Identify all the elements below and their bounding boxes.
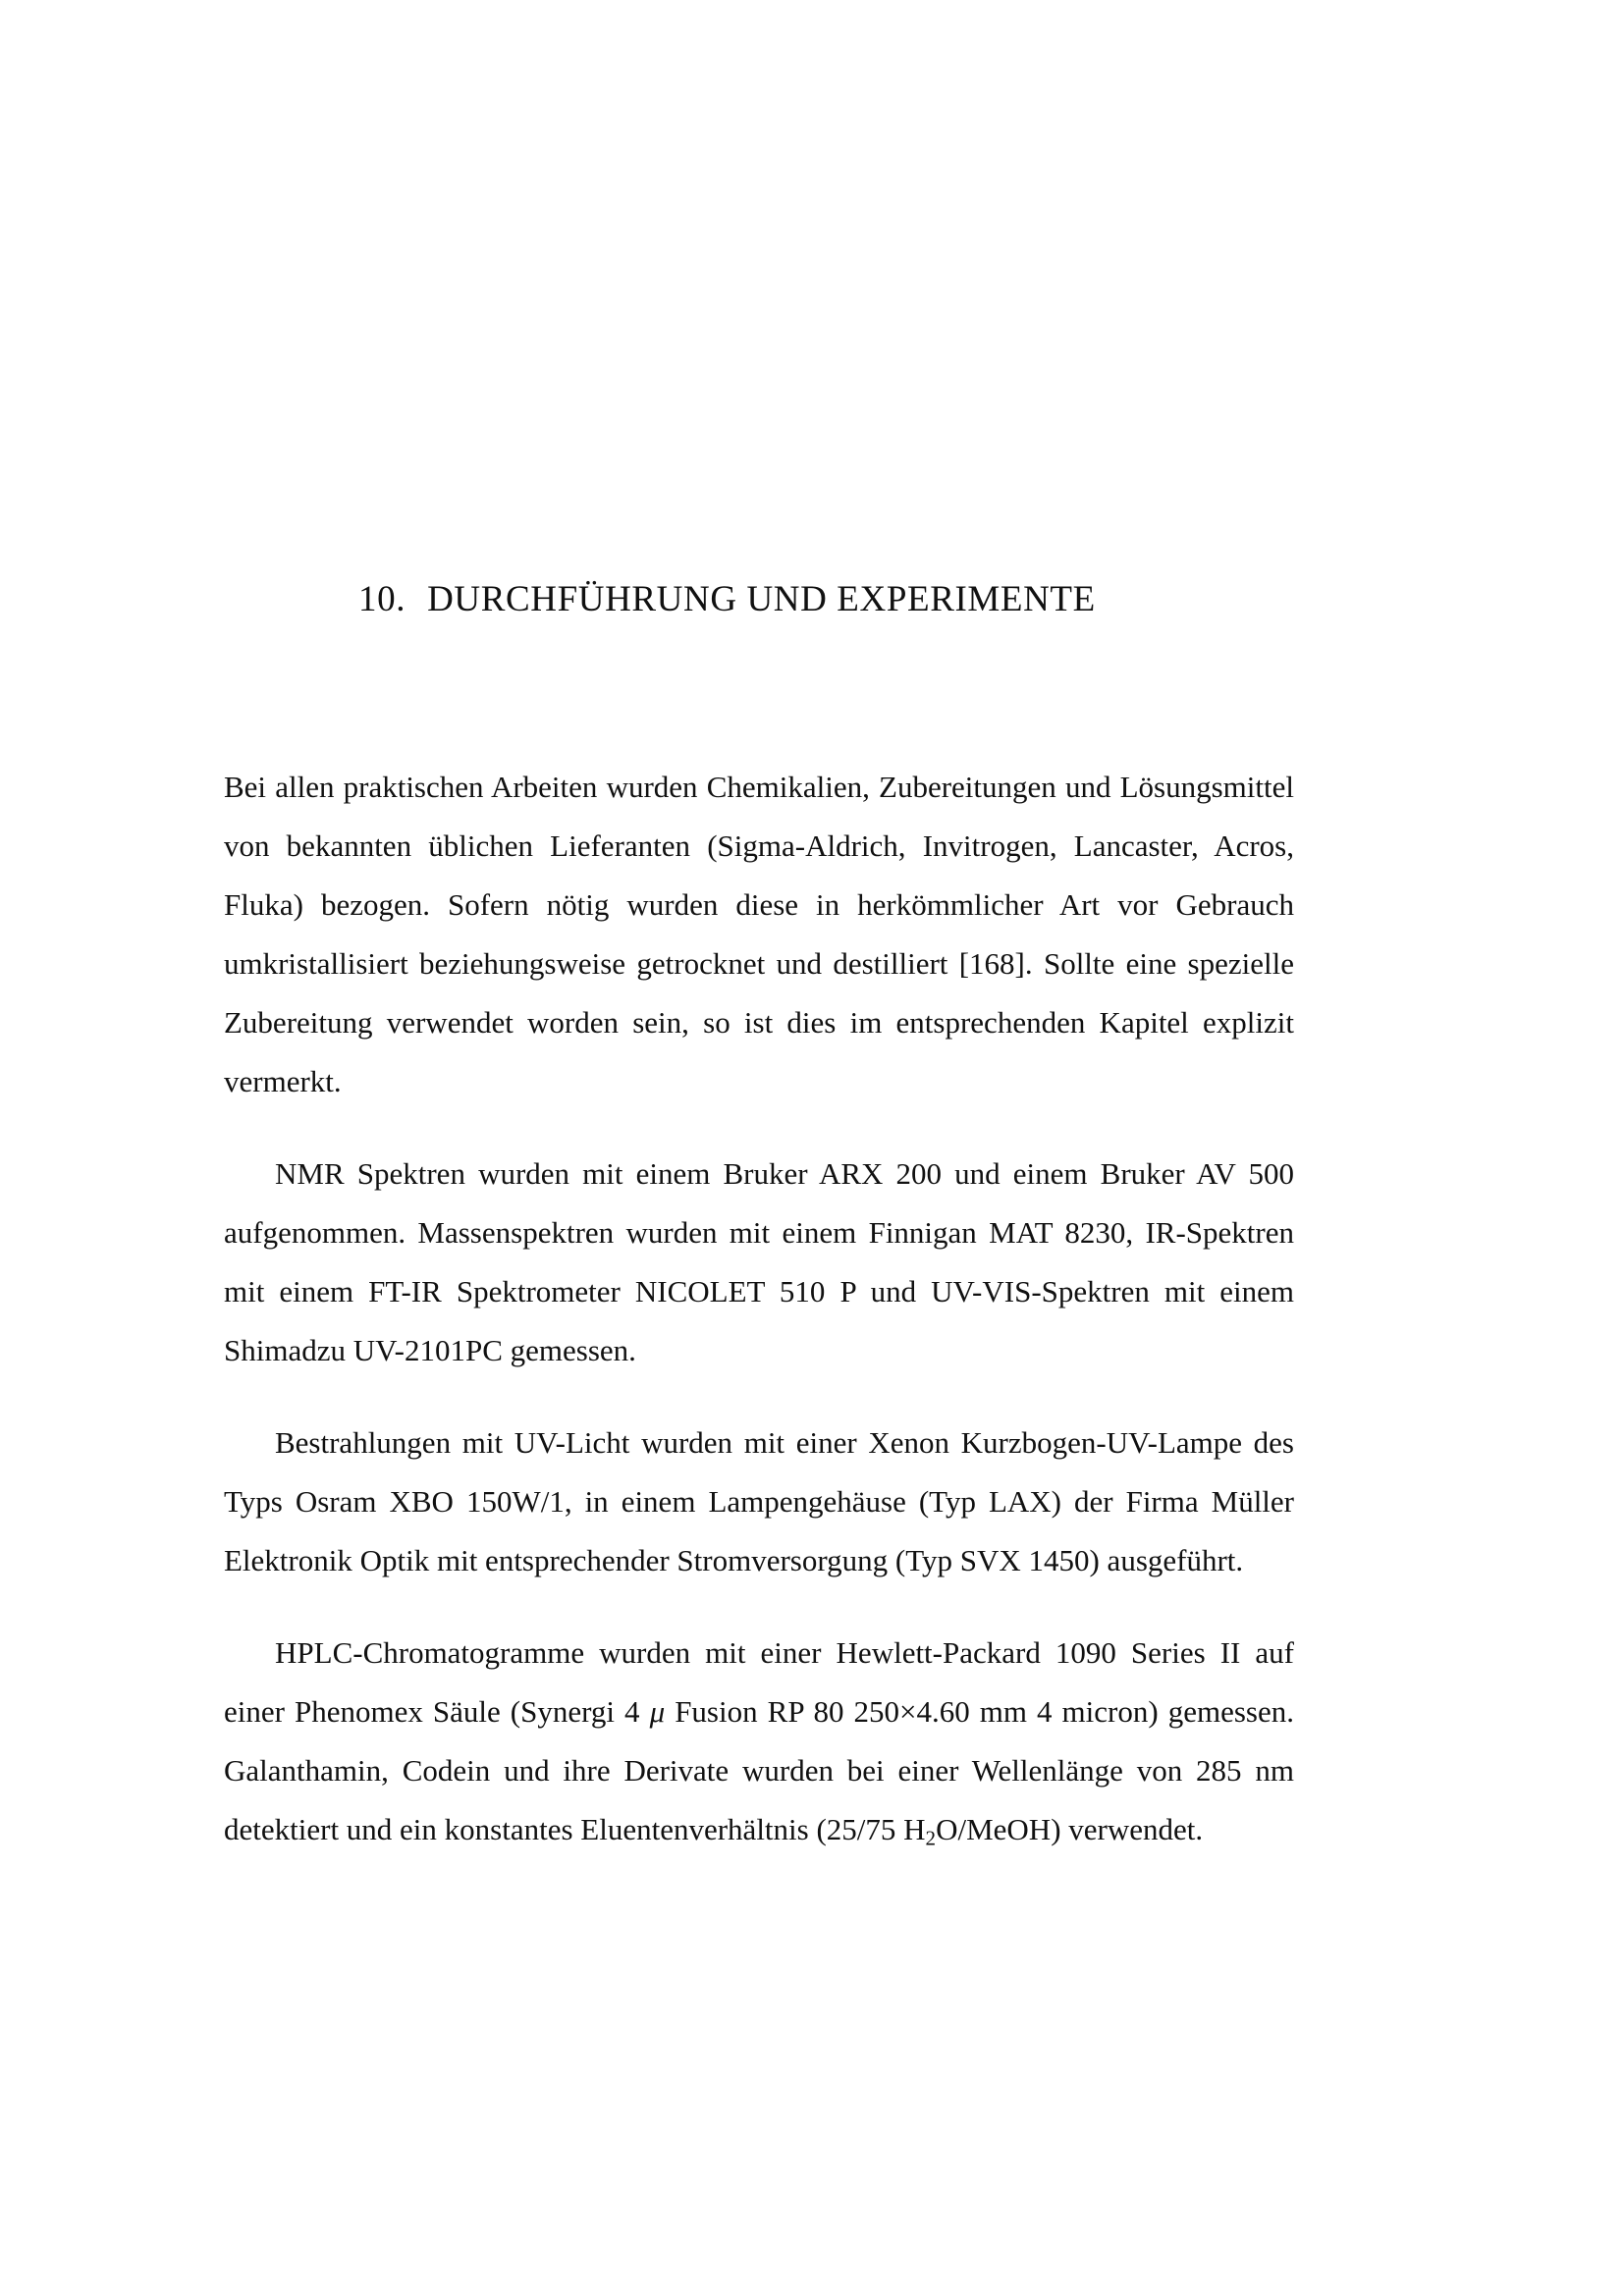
paragraph-chemicals: Bei allen praktischen Arbeiten wurden Chemikalien, Zubereitungen und Lösungsmittel von bekannten üblichen Lieferanten (Sigma-Aldrich, Invitrogen, Lancaster, Acros, Fluka) bezogen. Sofern nötig wurden diese in herkömmlicher Art vor Gebrauch umkristallisiert beziehungsweise getrocknet und destilliert [168]. Sollte eine spezielle Zubereitung verwendet worden sein, so ist dies im entsprechenden Kapitel explizit vermerkt. [224,770,1294,1098]
chapter-title: DURCHFÜHRUNG UND EXPERIMENTE [427,579,1096,619]
paragraph-hplc [224,1624,1294,1859]
paragraph-spectroscopy: NMR Spektren wurden mit einem Bruker ARX 200 und einem Bruker AV 500 aufgenommen. Massenspektren wurden mit einem Finnigan MAT 8230, IR-Spektren mit einem FT-IR Spektrometer NICOLET 510 P und UV-VIS-Spektren mit einem Shimadzu UV-2101PC gemessen. [224,1156,1294,1367]
chapter-heading [358,581,1096,617]
mu-symbol: μ [649,1694,666,1729]
subscript-two: 2 [925,1826,937,1850]
hplc-text-part3: O/MeOH) verwendet. [936,1812,1204,1846]
chapter-number: 10. [358,579,406,619]
hplc-text-part1: HPLC-Chromatogramme wurden mit einer Hewlett-Packard 1090 Series II auf einer Phenomex Säule (Synergi 4 [224,1635,1294,1729]
hplc-text-part2: Fusion RP 80 250×4.60 mm 4 micron) gemessen. Galanthamin, Codein und ihre Derivate wurden bei einer Wellenlänge von 285 nm detektiert und ein konstantes Eluentenverhältnis (25/75 H [224,1694,1294,1846]
paragraph-irradiation: Bestrahlungen mit UV-Licht wurden mit einer Xenon Kurzbogen-UV-Lampe des Typs Osram XBO 150W/1, in einem Lampengehäuse (Typ LAX) der Firma Müller Elektronik Optik mit entsprechender Stromversorgung (Typ SVX 1450) ausgeführt. [224,1425,1294,1577]
body-text [224,758,1294,1859]
